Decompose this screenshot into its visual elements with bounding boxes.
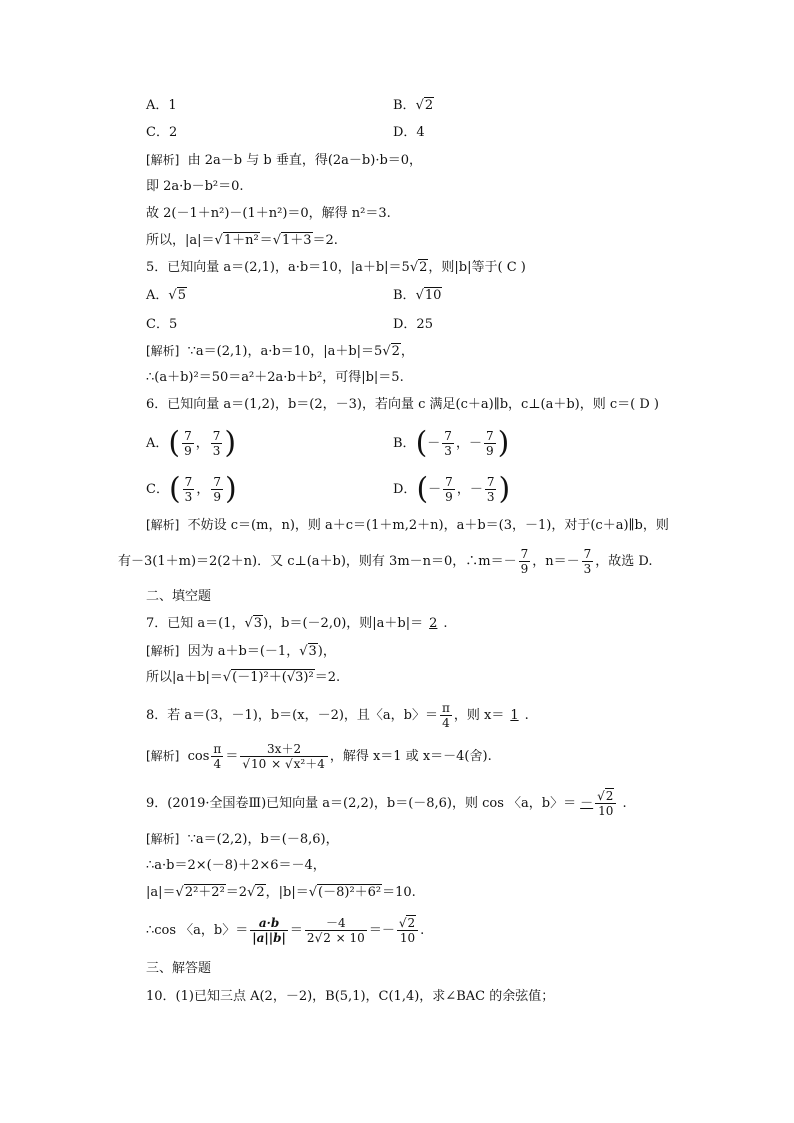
q4-sol4-mid: ＝ <box>259 233 273 248</box>
q9-sol4-den2a: 2 <box>306 931 315 945</box>
q6-c-num2: 7 <box>213 475 221 489</box>
q7-stem-rad: 3 <box>253 616 263 631</box>
q6-sol2-pre: 有－3(1＋m)＝2(2＋n)．又 c⊥(a＋b)，则有 3m－n＝0，∴m＝－ <box>118 554 517 569</box>
q5-b-rad: 10 <box>424 288 442 303</box>
q8-sol-post: ，解得 x＝1 或 x＝－4(舍). <box>329 749 492 764</box>
q5-solution-line2: ∴(a＋b)²＝50＝a²＋2a·b＋b²，可得|b|＝5. <box>146 370 404 385</box>
q4-option-c: C．2 <box>146 125 178 140</box>
q6-c-den1: 3 <box>184 490 193 504</box>
q9-sol1: ∵a＝(2,2)，b＝(－8,6)， <box>187 832 339 847</box>
q6-a-den2: 3 <box>212 444 221 458</box>
q9-sol4-den2-rad: 2 <box>323 931 331 945</box>
q9-sol3-rad2: 2 <box>256 885 265 900</box>
q5-option-d: D．25 <box>393 317 433 332</box>
q9-sol4-num3-rad: 2 <box>407 916 416 930</box>
q5-sol1-post: ， <box>400 344 414 359</box>
q6-sol1: 不妨设 c＝(m，n)，则 a＋c＝(1＋m,2＋n)，a＋b＝(3，－1)，对于(c＋a)∥b，则 <box>187 518 669 533</box>
q9-sol4-post: . <box>420 923 425 938</box>
q8-sol-den-times: × <box>267 757 285 771</box>
q6-c-num1: 7 <box>184 475 193 489</box>
q4-solution-line3: 故 2(－1＋n²)－(1＋n²)＝0，解得 n²＝3. <box>146 206 391 221</box>
q9-answer <box>576 789 622 818</box>
q6-d-den1: 9 <box>445 490 453 504</box>
q9-solution-line2: ∴a·b＝2×(－8)＋2×6＝－4， <box>146 858 326 873</box>
q5-sol1-rad: 2 <box>391 344 400 359</box>
q7-solution-line1: [解析] 因为 a＋b＝(－1，√3)， <box>146 644 336 659</box>
q6-option-c: C．( $\frac{7}{3}$ ， $\frac{7}{9}$ ) <box>146 471 237 507</box>
q9-solution-line1 <box>146 830 339 849</box>
q6-d-den2: 3 <box>486 490 495 504</box>
q9-sol4-eq1: ＝ <box>289 923 303 938</box>
q8-stem <box>146 700 529 732</box>
q5-stem-pre: 5．已知向量 a＝(2,1)，a·b＝10，|a＋b|＝5 <box>146 260 410 275</box>
q8-sol-den: √10 × √x²＋4 <box>242 757 325 771</box>
q6-sol2-den2: 3 <box>583 562 592 576</box>
q5-option-a: A．√5 <box>146 288 186 303</box>
q5-sol1-pre: ∵a＝(2,1)，a·b＝10，|a＋b|＝5 <box>187 344 383 359</box>
solution-tag: [解析] <box>146 644 180 658</box>
q4-solution-line4: 所以，|a|＝√1＋n²＝√1＋3＝2. <box>146 233 338 248</box>
q6-d-num2: 7 <box>486 475 495 489</box>
q9-answer-minus: － <box>580 796 594 811</box>
solution-tag: [解析] <box>146 749 180 763</box>
q5-option-c: C．5 <box>146 317 178 332</box>
q7-sol1-post: )， <box>317 644 336 659</box>
q9-sol4-pre: ∴cos 〈a，b〉＝ <box>146 923 249 938</box>
q6-b-den2: 9 <box>485 444 494 458</box>
q6-a-num2: 7 <box>212 429 221 443</box>
q9-sol3-post: ＝10. <box>382 885 416 900</box>
q4-sol4-rad1: 1＋n² <box>223 233 259 248</box>
q4-sol4-post: ＝2. <box>312 233 338 248</box>
q7-stem-post: . <box>443 616 448 631</box>
q4-solution-line2: 即 2a·b－b²＝0. <box>146 179 244 194</box>
q4-solution-text1: 由 2a－b 与 b 垂直，得(2a－b)·b＝0， <box>187 153 423 168</box>
q6-solution-line2 <box>118 545 653 579</box>
solution-tag: [解析] <box>146 344 180 358</box>
q6-stem: 6．已知向量 a＝(1,2)，b＝(2，－3)，若向量 c 满足(c＋a)∥b，c⊥(a＋b)，则 c＝( D ) <box>146 397 659 412</box>
q9-sol4-den1: |a||b| <box>252 931 286 945</box>
q5-option-b: B．√10 <box>393 288 442 303</box>
q4-option-b: B．√2 <box>393 98 434 113</box>
q6-option-d: D．(－ $\frac{7}{9}$ ，－ $\frac{7}{3}$ ) <box>393 471 511 507</box>
q8-sol-num: 3x＋2 <box>240 742 328 757</box>
q7-stem: 7．已知 a＝(1，√3)，b＝(－2,0)，则|a＋b|＝ 2 . <box>146 616 448 631</box>
section-heading-answer: 三、解答题 <box>146 961 212 976</box>
q4-option-a: A．1 <box>146 98 177 113</box>
q9-answer-den: 10 <box>598 804 614 818</box>
q9-sol4-eq2: ＝－ <box>368 923 395 938</box>
q6-c-label: C． <box>146 482 169 497</box>
q8-stem-post: . <box>524 708 529 723</box>
q9-sol3-mid1: ＝2 <box>225 885 248 900</box>
q6-sol2-mid: ，n＝－ <box>532 554 580 569</box>
solution-tag: [解析] <box>146 518 180 532</box>
q6-c-den2: 9 <box>213 490 221 504</box>
q4-option-b-label: B． <box>393 98 416 113</box>
q7-solution-line2: 所以|a＋b|＝√(－1)²＋(√3)²＝2. <box>146 670 341 685</box>
q8-solution <box>146 738 492 775</box>
q7-sol1-pre: 因为 a＋b＝(－1， <box>187 644 300 659</box>
q6-sol2-num1: 7 <box>520 547 529 561</box>
q5-a-rad: 5 <box>177 288 186 303</box>
q9-stem <box>146 786 627 822</box>
q8-sol-pi-den: 4 <box>213 757 222 771</box>
q9-sol4-num2: －4 <box>305 916 367 931</box>
q5-b-label: B． <box>393 288 416 303</box>
q5-stem-post: ，则|b|等于( C ) <box>428 260 526 275</box>
q6-option-b: B．(－ $\frac{7}{3}$ ，－ $\frac{7}{9}$ ) <box>393 425 510 461</box>
q7-sol2-post: ＝2. <box>314 670 341 685</box>
q6-b-label: B． <box>393 436 416 451</box>
q6-a-num1: 7 <box>184 429 192 443</box>
q9-sol4-den3: 10 <box>399 931 416 945</box>
q5-stem: 5．已知向量 a＝(2,1)，a·b＝10，|a＋b|＝5√2，则|b|等于( C ) <box>146 260 526 275</box>
q8-answer: 1 <box>510 708 519 723</box>
q8-sol-pi-num: π <box>213 742 222 756</box>
q7-stem-pre: 7．已知 a＝(1， <box>146 616 245 631</box>
q6-solution-line1 <box>146 516 669 535</box>
q8-stem-mid: ，则 x＝ <box>453 708 505 723</box>
q6-d-num1: 7 <box>445 475 453 489</box>
q9-sol4-den2b: × 10 <box>331 931 365 945</box>
q6-b-num2: 7 <box>485 429 494 443</box>
q8-frac-num: π <box>441 701 450 715</box>
q8-sol-den-rad1: 10 <box>250 757 267 771</box>
q6-b-num1: 7 <box>444 429 452 443</box>
q4-option-d: D．4 <box>393 125 425 140</box>
q6-a-den1: 9 <box>184 444 192 458</box>
q9-sol4-num1: a·b <box>250 916 288 931</box>
section-heading-fill-in: 二、填空题 <box>146 589 212 604</box>
q6-sol2-den1: 9 <box>520 562 529 576</box>
q9-sol4-num3: √2 <box>397 916 418 931</box>
q8-frac-den: 4 <box>442 716 450 730</box>
q6-d-label: D． <box>393 482 417 497</box>
q5-a-label: A． <box>146 288 169 303</box>
q8-stem-pre: 8．若 a＝(3，－1)，b＝(x，－2)，且〈a，b〉＝ <box>146 708 438 723</box>
q9-sol3-mid2: ，|b|＝ <box>265 885 309 900</box>
q7-sol2-pre: 所以|a＋b|＝ <box>146 670 223 685</box>
q9-sol3-pre: |a|＝ <box>146 885 176 900</box>
q9-sol3-rad3: (－8)²＋6² <box>318 885 382 900</box>
q9-stem-text: 9．(2019·全国卷Ⅲ)已知向量 a＝(2,2)，b＝(－8,6)，则 cos 〈a，b〉＝ <box>146 796 577 811</box>
q7-stem-mid: )，b＝(－2,0)，则|a＋b|＝ <box>263 616 424 631</box>
q4-sol4-rad2: 1＋3 <box>281 233 312 248</box>
q10-stem: 10．(1)已知三点 A(2，－2)，B(5,1)，C(1,4)，求∠BAC 的余弦值； <box>146 989 555 1004</box>
q6-b-den1: 3 <box>444 444 452 458</box>
q9-sol4-den2: 2√2 × 10 <box>306 931 365 945</box>
solution-tag: [解析] <box>146 832 180 846</box>
q6-sol2-num2: 7 <box>583 547 592 561</box>
q7-sol1-rad: 3 <box>308 644 317 659</box>
q5-stem-rad: 2 <box>419 260 428 275</box>
q9-solution-line4 <box>146 912 424 950</box>
q9-stem-post: . <box>622 796 627 811</box>
q8-sol-den-rad2: x²＋4 <box>293 757 325 771</box>
q4-option-b-radicand: 2 <box>424 98 434 113</box>
q8-sol-eq: ＝ <box>225 749 239 764</box>
q7-answer: 2 <box>429 616 438 631</box>
q6-a-label: A． <box>146 436 169 451</box>
solution-tag: [解析] <box>146 153 180 167</box>
q6-option-a: A．( $\frac{7}{9}$ ， $\frac{7}{3}$ ) <box>146 425 237 461</box>
q6-sol2-post: ，故选 D. <box>595 554 653 569</box>
q8-sol-cos: cos <box>187 749 210 764</box>
q7-sol2-rad: (－1)²＋(√3)² <box>232 670 314 685</box>
q9-sol3-rad1: 2²＋2² <box>184 885 225 900</box>
q9-answer-num: √2 <box>595 789 616 804</box>
q4-solution-line1 <box>146 151 422 170</box>
q4-sol4-pre: 所以，|a|＝ <box>146 233 215 248</box>
q9-solution-line3: |a|＝√2²＋2²＝2√2，|b|＝√(－8)²＋6²＝10. <box>146 885 416 900</box>
q9-answer-rad: 2 <box>605 789 614 803</box>
q5-solution-line1: [解析] ∵a＝(2,1)，a·b＝10，|a＋b|＝5√2， <box>146 344 414 359</box>
